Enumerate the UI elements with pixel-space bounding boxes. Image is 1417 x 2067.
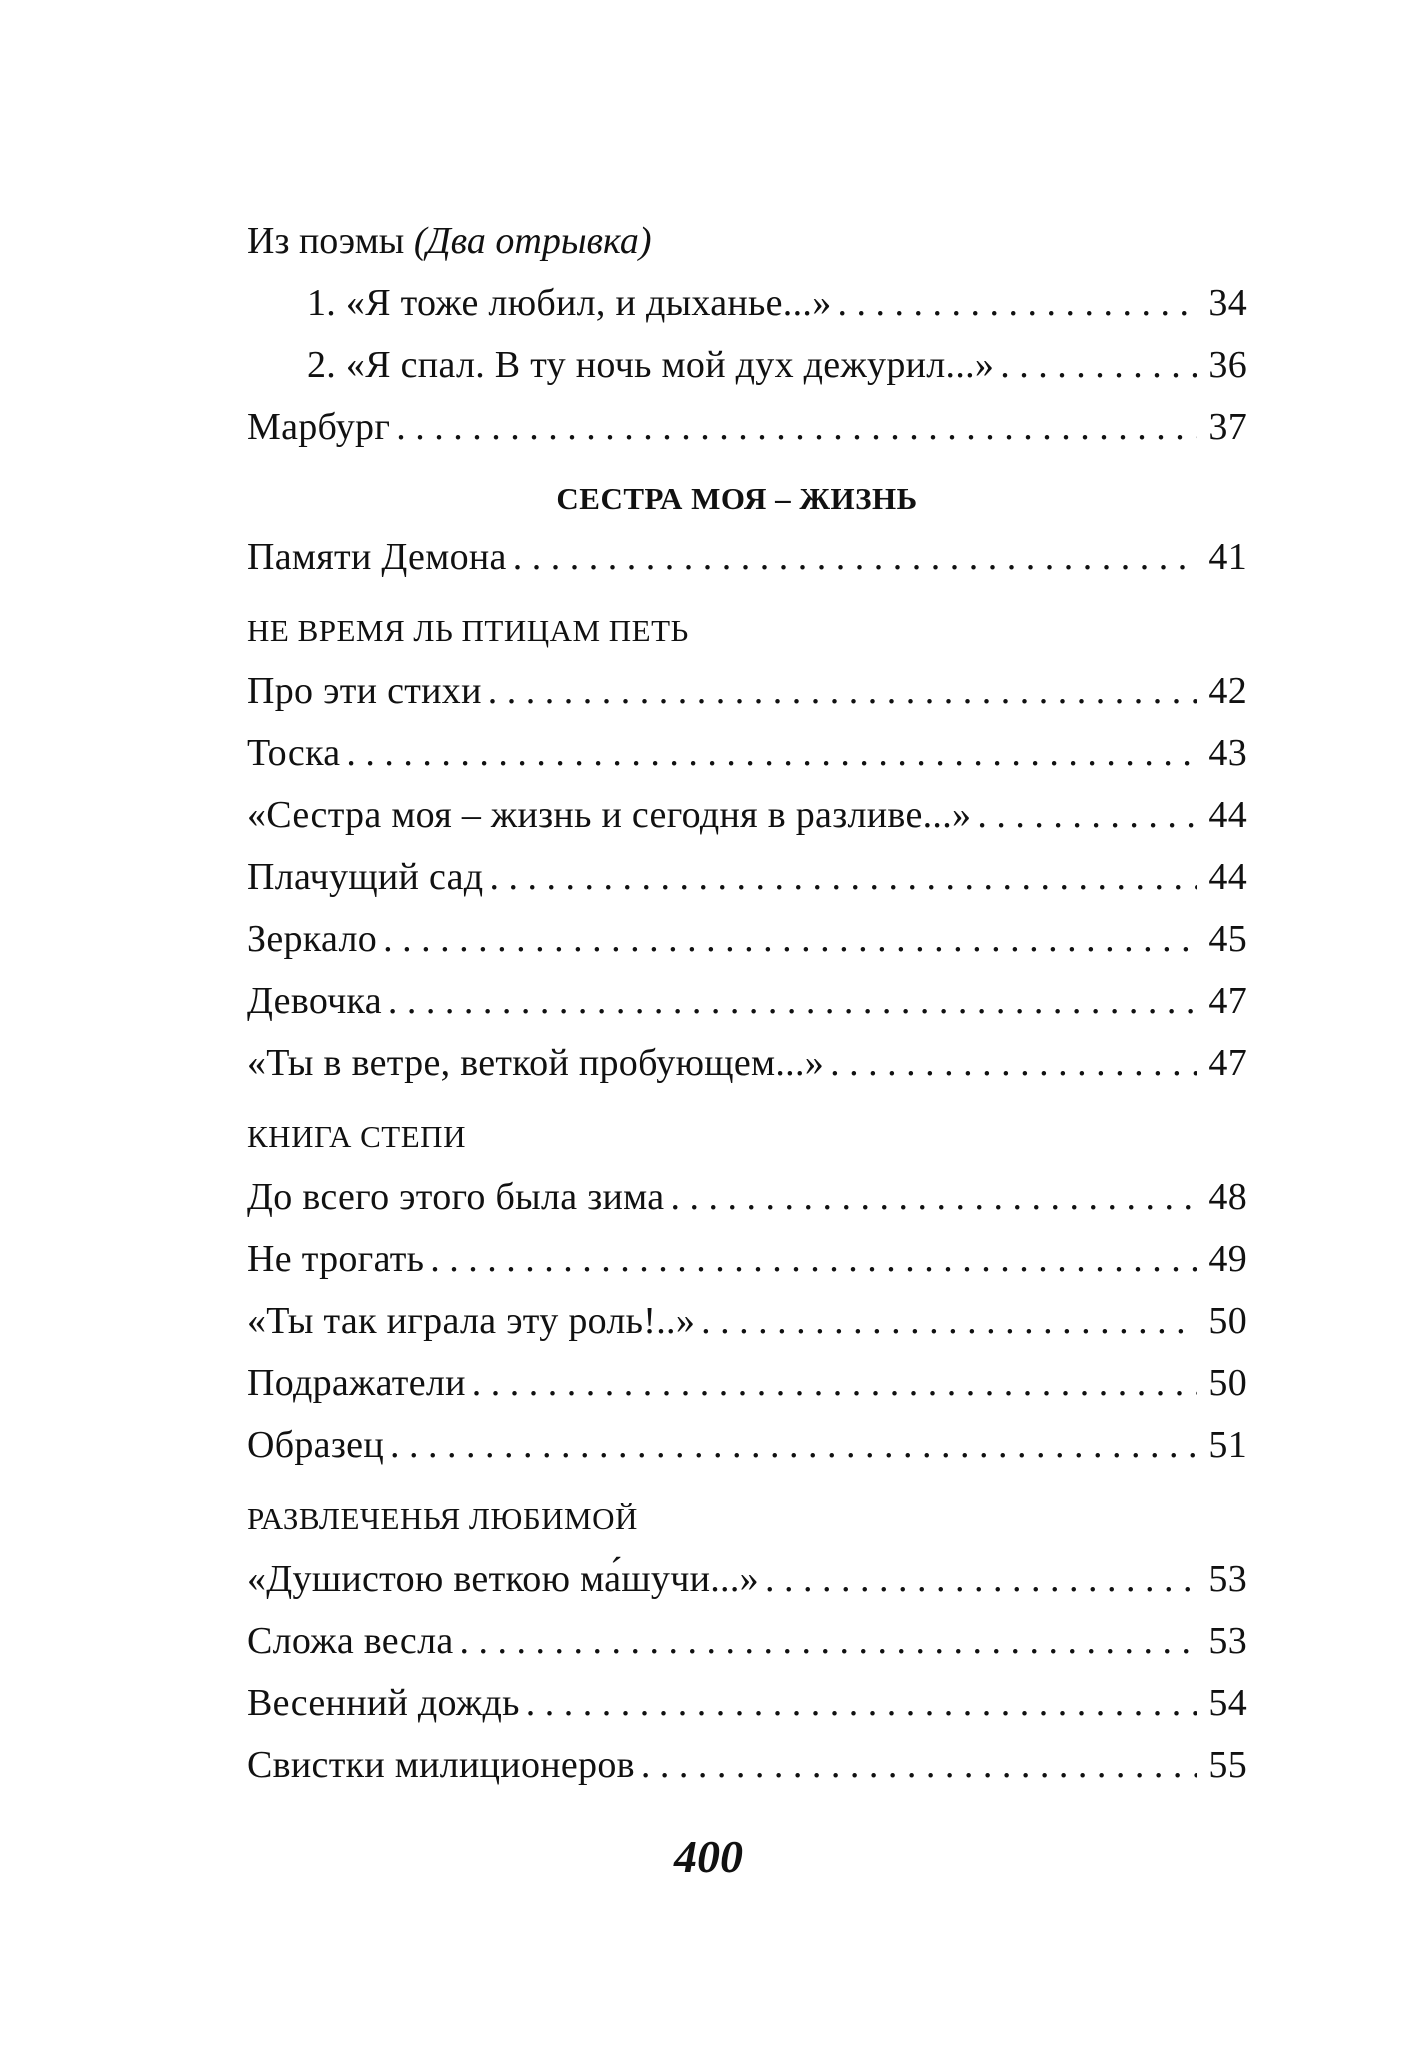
dot-leader bbox=[830, 1032, 1197, 1094]
toc-entry bbox=[247, 1672, 1247, 1734]
toc-entry-title: Весенний дождь bbox=[247, 1682, 520, 1724]
toc-entry bbox=[247, 660, 1247, 722]
dot-leader bbox=[472, 1352, 1197, 1414]
toc-entry-page: 53 bbox=[1208, 1558, 1247, 1600]
dot-leader bbox=[765, 1548, 1197, 1610]
toc-entry-page: 43 bbox=[1208, 732, 1247, 774]
book-title: СЕСТРА МОЯ – ЖИЗНЬ bbox=[556, 481, 918, 516]
toc-entry-title: 1. «Я тоже любил, и дыханье...» bbox=[307, 282, 832, 324]
dot-leader bbox=[396, 396, 1197, 458]
dot-leader bbox=[430, 1228, 1197, 1290]
toc-entry-title: Подражатели bbox=[247, 1362, 466, 1404]
toc-entry-page: 50 bbox=[1208, 1300, 1247, 1342]
dot-leader bbox=[641, 1734, 1197, 1796]
poem-header-prefix: Из поэмы bbox=[247, 220, 405, 262]
dot-leader bbox=[513, 526, 1197, 588]
poem-header-italic: (Два отрывка) bbox=[413, 220, 652, 262]
toc-entry bbox=[247, 526, 1247, 588]
table-of-contents bbox=[247, 210, 1247, 1796]
section-heading: РАЗВЛЕЧЕНЬЯ ЛЮБИМОЙ bbox=[247, 1501, 638, 1536]
dot-leader bbox=[838, 272, 1197, 334]
dot-leader bbox=[383, 908, 1197, 970]
section-heading: НЕ ВРЕМЯ ЛЬ ПТИЦАМ ПЕТЬ bbox=[247, 613, 689, 648]
toc-entry bbox=[247, 1734, 1247, 1796]
dot-leader bbox=[977, 784, 1197, 846]
toc-entry bbox=[247, 1290, 1247, 1352]
toc-entry-page: 47 bbox=[1208, 1042, 1247, 1084]
toc-entry-page: 54 bbox=[1208, 1682, 1247, 1724]
toc-entry-title: Про эти стихи bbox=[247, 670, 482, 712]
toc-entry-title: Сложа весла bbox=[247, 1620, 454, 1662]
dot-leader bbox=[489, 846, 1197, 908]
toc-entry-page: 44 bbox=[1208, 856, 1247, 898]
toc-entry bbox=[247, 784, 1247, 846]
toc-entry-page: 42 bbox=[1208, 670, 1247, 712]
toc-entry bbox=[247, 1032, 1247, 1094]
toc-entry-title: «Ты в ветре, веткой пробующем...» bbox=[247, 1042, 825, 1084]
toc-entry bbox=[247, 334, 1247, 396]
dot-leader bbox=[346, 722, 1197, 784]
toc-entry-page: 51 bbox=[1208, 1424, 1247, 1466]
section-heading: КНИГА СТЕПИ bbox=[247, 1119, 466, 1154]
toc-entry-page: 41 bbox=[1208, 536, 1247, 578]
toc-entry bbox=[247, 272, 1247, 334]
page-number: 400 bbox=[674, 1831, 743, 1882]
toc-entry bbox=[247, 1228, 1247, 1290]
toc-entry bbox=[247, 1166, 1247, 1228]
toc-entry bbox=[247, 1548, 1247, 1610]
toc-entry-title: Памяти Демона bbox=[247, 536, 507, 578]
dot-leader bbox=[1000, 334, 1197, 396]
poem-header bbox=[247, 210, 1247, 272]
dot-leader bbox=[701, 1290, 1197, 1352]
toc-entry-title: Образец bbox=[247, 1424, 384, 1466]
toc-entry-page: 34 bbox=[1208, 282, 1247, 324]
toc-entry bbox=[247, 1610, 1247, 1672]
toc-entry-page: 50 bbox=[1208, 1362, 1247, 1404]
toc-entry-page: 47 bbox=[1208, 980, 1247, 1022]
dot-leader bbox=[488, 660, 1197, 722]
dot-leader bbox=[390, 1414, 1197, 1476]
toc-entry-title: До всего этого была зима bbox=[247, 1176, 665, 1218]
toc-entry-page: 44 bbox=[1208, 794, 1247, 836]
toc-entry bbox=[247, 908, 1247, 970]
dot-leader bbox=[526, 1672, 1197, 1734]
toc-entry bbox=[247, 1414, 1247, 1476]
toc-entry-title: «Сестра моя – жизнь и сегодня в разливе...» bbox=[247, 794, 972, 836]
toc-entry-title: Девочка bbox=[247, 980, 382, 1022]
toc-entry-title: Зеркало bbox=[247, 918, 378, 960]
toc-entry-page: 45 bbox=[1208, 918, 1247, 960]
toc-entry-page: 49 bbox=[1208, 1238, 1247, 1280]
dot-leader bbox=[670, 1166, 1197, 1228]
toc-entry bbox=[247, 1352, 1247, 1414]
toc-entry-page: 48 bbox=[1208, 1176, 1247, 1218]
toc-entry-page: 53 bbox=[1208, 1620, 1247, 1662]
toc-entry bbox=[247, 722, 1247, 784]
toc-entry-title: 2. «Я спал. В ту ночь мой дух дежурил...» bbox=[307, 344, 995, 386]
dot-leader bbox=[460, 1610, 1197, 1672]
toc-entry-page: 36 bbox=[1208, 344, 1247, 386]
toc-entry-title: «Душистою веткою ма́шучи...» bbox=[247, 1558, 759, 1600]
toc-entry-title: Марбург bbox=[247, 406, 391, 448]
toc-entry-title: Тоска bbox=[247, 732, 341, 774]
toc-entry-title: Плачущий сад bbox=[247, 856, 484, 898]
toc-entry-title: Не трогать bbox=[247, 1238, 425, 1280]
toc-entry-page: 55 bbox=[1208, 1744, 1247, 1786]
toc-entry bbox=[247, 970, 1247, 1032]
dot-leader bbox=[388, 970, 1197, 1032]
toc-entry-title: Свистки милиционеров bbox=[247, 1744, 635, 1786]
toc-entry bbox=[247, 846, 1247, 908]
toc-entry-title: «Ты так играла эту роль!..» bbox=[247, 1300, 696, 1342]
toc-entry bbox=[247, 396, 1247, 458]
toc-entry-page: 37 bbox=[1208, 406, 1247, 448]
